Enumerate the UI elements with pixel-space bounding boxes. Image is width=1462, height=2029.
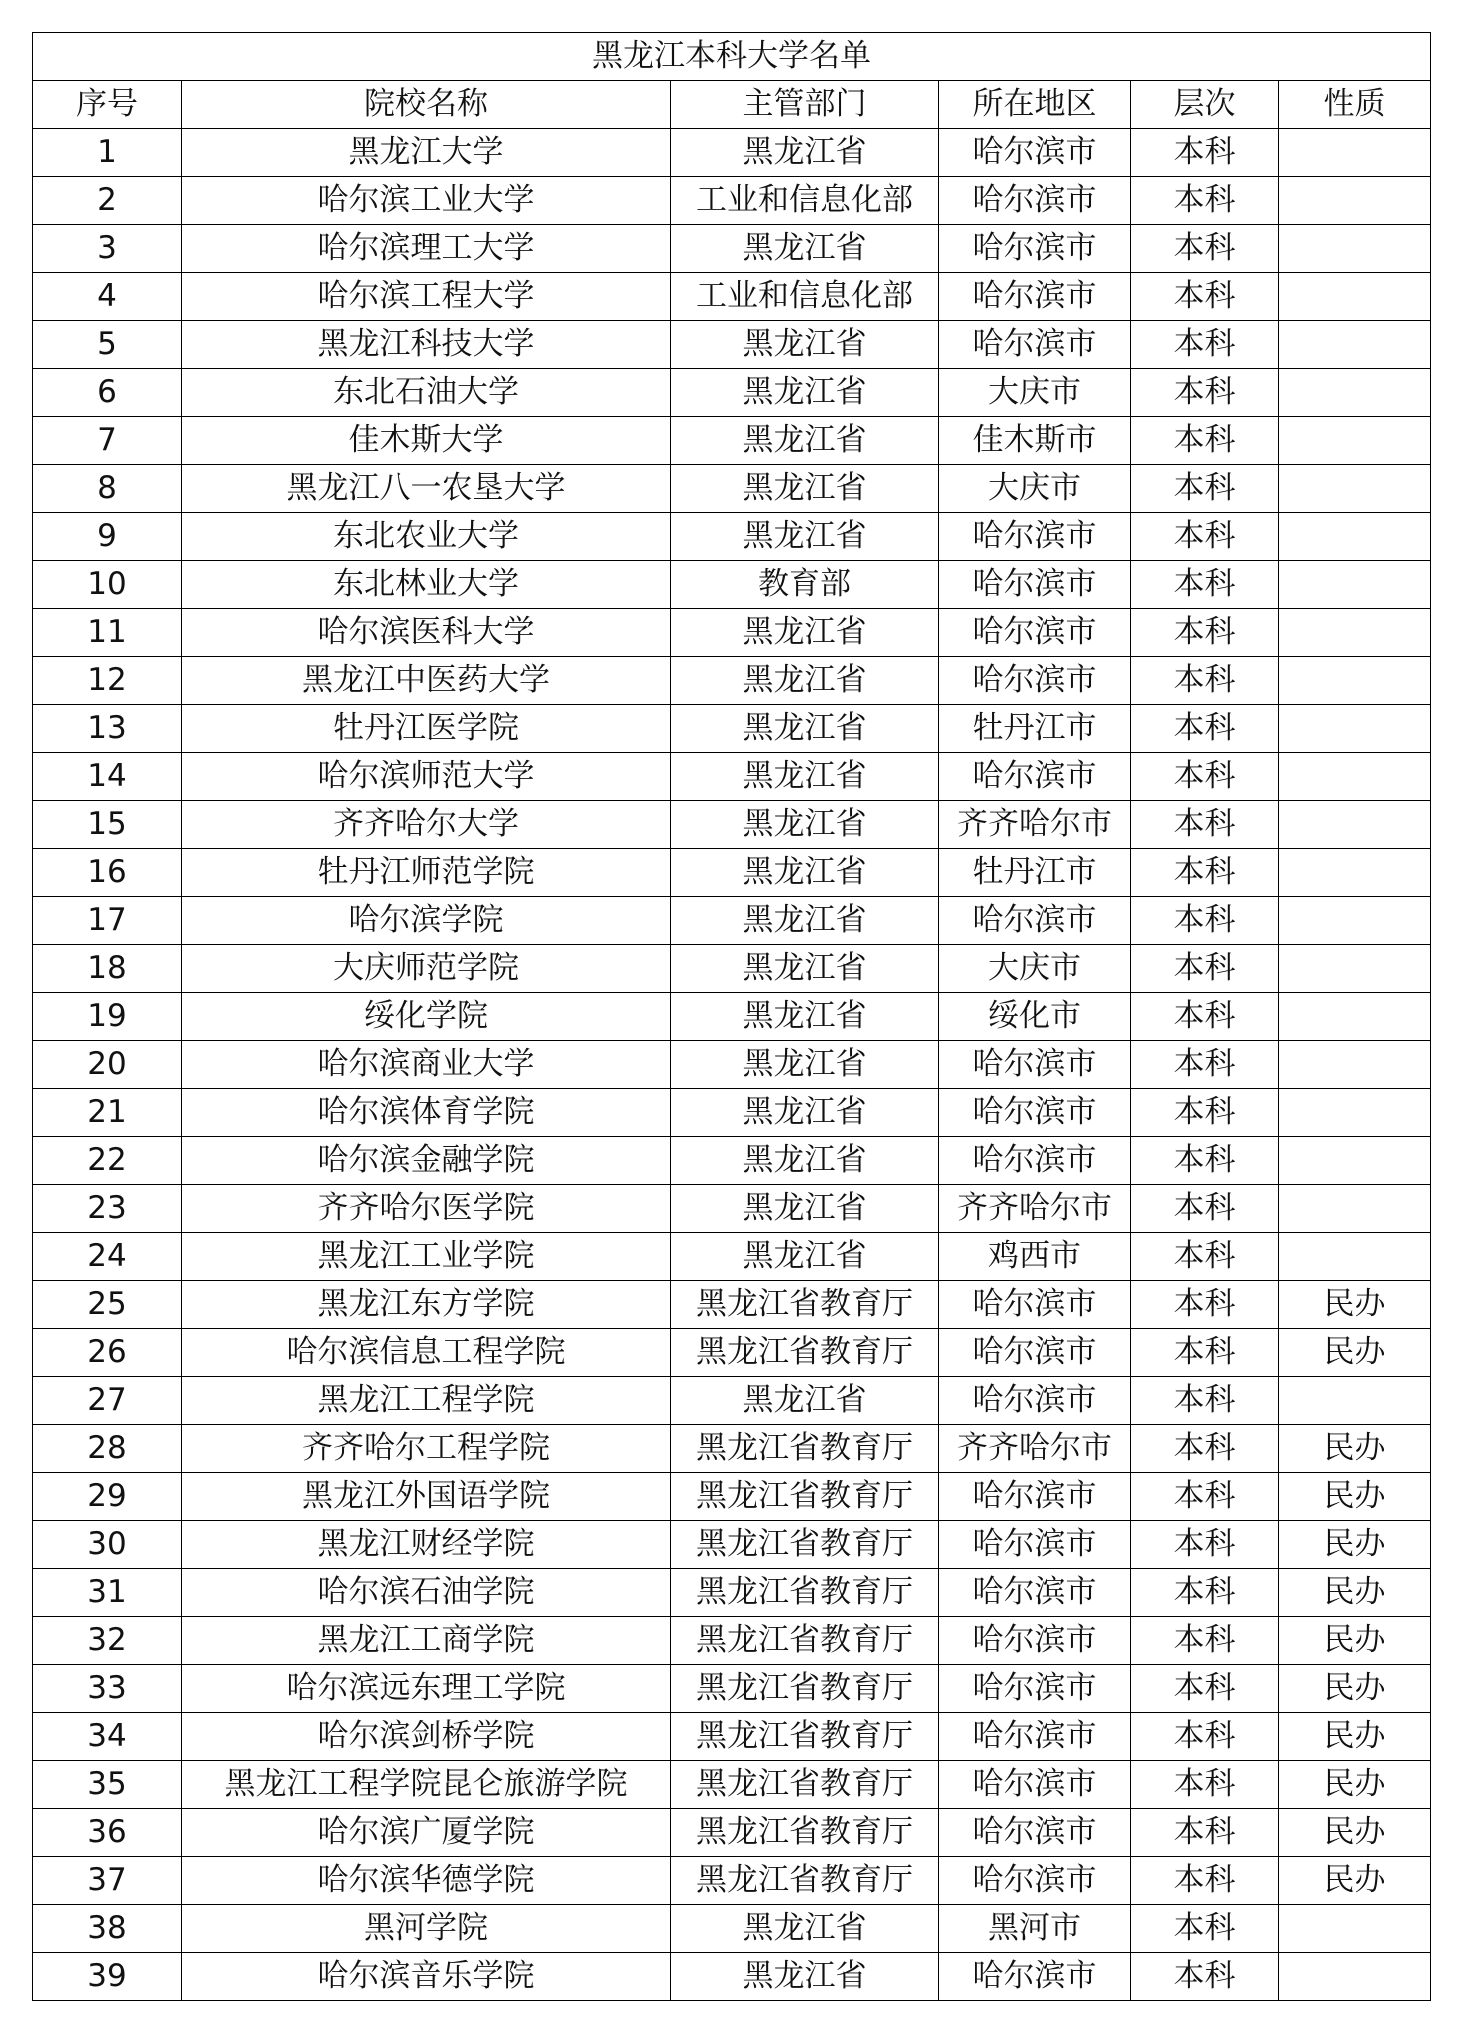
- cell-level: 本科: [1131, 705, 1279, 753]
- cell-nature: [1279, 705, 1431, 753]
- cell-region: 哈尔滨市: [939, 513, 1131, 561]
- cell-number: 34: [33, 1713, 182, 1761]
- cell-region: 牡丹江市: [939, 849, 1131, 897]
- cell-region: 大庆市: [939, 465, 1131, 513]
- cell-department: 黑龙江省: [671, 1089, 939, 1137]
- cell-department: 黑龙江省: [671, 609, 939, 657]
- cell-region: 哈尔滨市: [939, 273, 1131, 321]
- cell-level: 本科: [1131, 225, 1279, 273]
- cell-school-name: 黑龙江外国语学院: [182, 1473, 671, 1521]
- header-region: 所在地区: [939, 81, 1131, 129]
- cell-region: 哈尔滨市: [939, 1041, 1131, 1089]
- table-row: [33, 801, 1431, 849]
- table-row: [33, 513, 1431, 561]
- cell-school-name: 黑龙江工程学院: [182, 1377, 671, 1425]
- table-row: [33, 1665, 1431, 1713]
- cell-region: 哈尔滨市: [939, 1377, 1131, 1425]
- cell-region: 齐齐哈尔市: [939, 1185, 1131, 1233]
- cell-number: 25: [33, 1281, 182, 1329]
- cell-number: 14: [33, 753, 182, 801]
- cell-school-name: 佳木斯大学: [182, 417, 671, 465]
- cell-number: 33: [33, 1665, 182, 1713]
- cell-number: 6: [33, 369, 182, 417]
- cell-department: 黑龙江省教育厅: [671, 1473, 939, 1521]
- cell-region: 哈尔滨市: [939, 1713, 1131, 1761]
- cell-number: 7: [33, 417, 182, 465]
- cell-level: 本科: [1131, 1329, 1279, 1377]
- cell-region: 哈尔滨市: [939, 1329, 1131, 1377]
- cell-number: 11: [33, 609, 182, 657]
- cell-department: 工业和信息化部: [671, 273, 939, 321]
- cell-school-name: 黑龙江东方学院: [182, 1281, 671, 1329]
- table-row: [33, 321, 1431, 369]
- cell-level: 本科: [1131, 1473, 1279, 1521]
- cell-level: 本科: [1131, 801, 1279, 849]
- table-row: [33, 1473, 1431, 1521]
- cell-number: 15: [33, 801, 182, 849]
- cell-region: 哈尔滨市: [939, 897, 1131, 945]
- cell-school-name: 齐齐哈尔医学院: [182, 1185, 671, 1233]
- cell-nature: 民办: [1279, 1617, 1431, 1665]
- cell-level: 本科: [1131, 1665, 1279, 1713]
- cell-school-name: 黑河学院: [182, 1905, 671, 1953]
- cell-school-name: 齐齐哈尔大学: [182, 801, 671, 849]
- header-nature: 性质: [1279, 81, 1431, 129]
- cell-region: 哈尔滨市: [939, 1473, 1131, 1521]
- header-school-name: 院校名称: [182, 81, 671, 129]
- cell-school-name: 哈尔滨体育学院: [182, 1089, 671, 1137]
- cell-number: 3: [33, 225, 182, 273]
- cell-region: 哈尔滨市: [939, 321, 1131, 369]
- cell-school-name: 大庆师范学院: [182, 945, 671, 993]
- table-row: [33, 1569, 1431, 1617]
- cell-level: 本科: [1131, 1569, 1279, 1617]
- table-row: [33, 1089, 1431, 1137]
- table-row: [33, 129, 1431, 177]
- header-department: 主管部门: [671, 81, 939, 129]
- cell-number: 18: [33, 945, 182, 993]
- cell-region: 大庆市: [939, 945, 1131, 993]
- table-row: [33, 417, 1431, 465]
- cell-department: 黑龙江省教育厅: [671, 1281, 939, 1329]
- table-row: [33, 1905, 1431, 1953]
- cell-region: 哈尔滨市: [939, 1665, 1131, 1713]
- cell-region: 哈尔滨市: [939, 1137, 1131, 1185]
- cell-level: 本科: [1131, 1617, 1279, 1665]
- cell-region: 哈尔滨市: [939, 1809, 1131, 1857]
- cell-school-name: 黑龙江工程学院昆仑旅游学院: [182, 1761, 671, 1809]
- cell-school-name: 哈尔滨石油学院: [182, 1569, 671, 1617]
- table-row: [33, 1809, 1431, 1857]
- cell-region: 哈尔滨市: [939, 1617, 1131, 1665]
- cell-nature: 民办: [1279, 1569, 1431, 1617]
- table-row: [33, 1137, 1431, 1185]
- cell-number: 4: [33, 273, 182, 321]
- cell-nature: [1279, 1041, 1431, 1089]
- cell-nature: [1279, 801, 1431, 849]
- cell-region: 鸡西市: [939, 1233, 1131, 1281]
- cell-school-name: 哈尔滨金融学院: [182, 1137, 671, 1185]
- cell-nature: [1279, 561, 1431, 609]
- cell-nature: [1279, 1089, 1431, 1137]
- cell-level: 本科: [1131, 465, 1279, 513]
- cell-region: 佳木斯市: [939, 417, 1131, 465]
- cell-level: 本科: [1131, 1761, 1279, 1809]
- table-row: [33, 1041, 1431, 1089]
- cell-school-name: 哈尔滨广厦学院: [182, 1809, 671, 1857]
- cell-department: 黑龙江省教育厅: [671, 1425, 939, 1473]
- cell-nature: [1279, 753, 1431, 801]
- cell-nature: [1279, 1185, 1431, 1233]
- cell-school-name: 黑龙江八一农垦大学: [182, 465, 671, 513]
- cell-school-name: 哈尔滨学院: [182, 897, 671, 945]
- table-row: [33, 897, 1431, 945]
- cell-number: 37: [33, 1857, 182, 1905]
- cell-number: 28: [33, 1425, 182, 1473]
- cell-school-name: 黑龙江工商学院: [182, 1617, 671, 1665]
- cell-level: 本科: [1131, 129, 1279, 177]
- cell-department: 黑龙江省教育厅: [671, 1665, 939, 1713]
- cell-department: 黑龙江省: [671, 753, 939, 801]
- cell-department: 黑龙江省: [671, 657, 939, 705]
- cell-school-name: 哈尔滨师范大学: [182, 753, 671, 801]
- cell-school-name: 哈尔滨商业大学: [182, 1041, 671, 1089]
- cell-nature: [1279, 177, 1431, 225]
- cell-level: 本科: [1131, 849, 1279, 897]
- table-row: [33, 1521, 1431, 1569]
- cell-department: 黑龙江省: [671, 369, 939, 417]
- cell-number: 9: [33, 513, 182, 561]
- table-row: [33, 657, 1431, 705]
- cell-school-name: 黑龙江科技大学: [182, 321, 671, 369]
- cell-nature: [1279, 417, 1431, 465]
- table-title: 黑龙江本科大学名单: [33, 33, 1431, 81]
- cell-department: 黑龙江省: [671, 1953, 939, 2001]
- cell-school-name: 绥化学院: [182, 993, 671, 1041]
- cell-school-name: 东北农业大学: [182, 513, 671, 561]
- cell-level: 本科: [1131, 1713, 1279, 1761]
- cell-level: 本科: [1131, 1425, 1279, 1473]
- cell-level: 本科: [1131, 897, 1279, 945]
- cell-number: 39: [33, 1953, 182, 2001]
- table-row: [33, 993, 1431, 1041]
- cell-school-name: 黑龙江大学: [182, 129, 671, 177]
- cell-school-name: 齐齐哈尔工程学院: [182, 1425, 671, 1473]
- cell-level: 本科: [1131, 1953, 1279, 2001]
- cell-number: 13: [33, 705, 182, 753]
- cell-nature: [1279, 273, 1431, 321]
- cell-region: 哈尔滨市: [939, 177, 1131, 225]
- cell-region: 哈尔滨市: [939, 1569, 1131, 1617]
- table-row: [33, 225, 1431, 273]
- cell-number: 38: [33, 1905, 182, 1953]
- cell-region: 哈尔滨市: [939, 1281, 1131, 1329]
- cell-school-name: 黑龙江中医药大学: [182, 657, 671, 705]
- cell-level: 本科: [1131, 417, 1279, 465]
- cell-nature: 民办: [1279, 1281, 1431, 1329]
- cell-nature: [1279, 1953, 1431, 2001]
- header-number: 序号: [33, 81, 182, 129]
- cell-number: 23: [33, 1185, 182, 1233]
- cell-level: 本科: [1131, 1041, 1279, 1089]
- cell-nature: [1279, 225, 1431, 273]
- cell-school-name: 哈尔滨工业大学: [182, 177, 671, 225]
- cell-region: 哈尔滨市: [939, 225, 1131, 273]
- cell-region: 齐齐哈尔市: [939, 801, 1131, 849]
- cell-nature: 民办: [1279, 1665, 1431, 1713]
- cell-region: 哈尔滨市: [939, 657, 1131, 705]
- cell-number: 21: [33, 1089, 182, 1137]
- cell-region: 牡丹江市: [939, 705, 1131, 753]
- cell-nature: 民办: [1279, 1521, 1431, 1569]
- cell-school-name: 哈尔滨音乐学院: [182, 1953, 671, 2001]
- cell-number: 16: [33, 849, 182, 897]
- cell-nature: [1279, 993, 1431, 1041]
- cell-number: 26: [33, 1329, 182, 1377]
- cell-school-name: 黑龙江财经学院: [182, 1521, 671, 1569]
- cell-department: 黑龙江省: [671, 417, 939, 465]
- cell-department: 黑龙江省教育厅: [671, 1761, 939, 1809]
- table-row: [33, 1713, 1431, 1761]
- table-row: [33, 1953, 1431, 2001]
- cell-region: 大庆市: [939, 369, 1131, 417]
- cell-region: 齐齐哈尔市: [939, 1425, 1131, 1473]
- cell-department: 教育部: [671, 561, 939, 609]
- cell-department: 黑龙江省教育厅: [671, 1809, 939, 1857]
- cell-region: 黑河市: [939, 1905, 1131, 1953]
- cell-level: 本科: [1131, 1089, 1279, 1137]
- cell-nature: [1279, 129, 1431, 177]
- table-row: [33, 1233, 1431, 1281]
- table-row: [33, 849, 1431, 897]
- cell-number: 32: [33, 1617, 182, 1665]
- cell-number: 2: [33, 177, 182, 225]
- cell-department: 黑龙江省: [671, 1905, 939, 1953]
- cell-region: 哈尔滨市: [939, 1089, 1131, 1137]
- cell-level: 本科: [1131, 1185, 1279, 1233]
- table-row: [33, 1329, 1431, 1377]
- cell-school-name: 黑龙江工业学院: [182, 1233, 671, 1281]
- cell-department: 黑龙江省教育厅: [671, 1329, 939, 1377]
- cell-department: 黑龙江省: [671, 129, 939, 177]
- cell-number: 27: [33, 1377, 182, 1425]
- table-row: [33, 177, 1431, 225]
- cell-number: 31: [33, 1569, 182, 1617]
- cell-department: 黑龙江省教育厅: [671, 1713, 939, 1761]
- table-row: [33, 705, 1431, 753]
- cell-nature: 民办: [1279, 1473, 1431, 1521]
- table-row: [33, 945, 1431, 993]
- cell-school-name: 哈尔滨远东理工学院: [182, 1665, 671, 1713]
- cell-department: 黑龙江省: [671, 321, 939, 369]
- cell-region: 哈尔滨市: [939, 1761, 1131, 1809]
- cell-level: 本科: [1131, 1281, 1279, 1329]
- table-row: [33, 1281, 1431, 1329]
- cell-department: 黑龙江省: [671, 945, 939, 993]
- cell-department: 黑龙江省: [671, 1377, 939, 1425]
- cell-number: 30: [33, 1521, 182, 1569]
- cell-number: 12: [33, 657, 182, 705]
- cell-nature: [1279, 657, 1431, 705]
- table-row: [33, 1185, 1431, 1233]
- table-row: [33, 1761, 1431, 1809]
- cell-department: 黑龙江省: [671, 1041, 939, 1089]
- table-row: [33, 1377, 1431, 1425]
- cell-level: 本科: [1131, 1377, 1279, 1425]
- table-row: [33, 1425, 1431, 1473]
- cell-nature: [1279, 321, 1431, 369]
- cell-number: 22: [33, 1137, 182, 1185]
- cell-department: 工业和信息化部: [671, 177, 939, 225]
- cell-nature: [1279, 609, 1431, 657]
- cell-nature: 民办: [1279, 1425, 1431, 1473]
- cell-number: 5: [33, 321, 182, 369]
- cell-school-name: 东北林业大学: [182, 561, 671, 609]
- header-level: 层次: [1131, 81, 1279, 129]
- cell-department: 黑龙江省: [671, 513, 939, 561]
- cell-school-name: 牡丹江医学院: [182, 705, 671, 753]
- cell-school-name: 哈尔滨工程大学: [182, 273, 671, 321]
- cell-level: 本科: [1131, 1233, 1279, 1281]
- cell-number: 17: [33, 897, 182, 945]
- cell-department: 黑龙江省: [671, 993, 939, 1041]
- cell-level: 本科: [1131, 1137, 1279, 1185]
- cell-nature: [1279, 1137, 1431, 1185]
- cell-department: 黑龙江省教育厅: [671, 1857, 939, 1905]
- cell-number: 36: [33, 1809, 182, 1857]
- cell-level: 本科: [1131, 753, 1279, 801]
- cell-nature: 民办: [1279, 1713, 1431, 1761]
- cell-department: 黑龙江省: [671, 1185, 939, 1233]
- table-row: [33, 609, 1431, 657]
- cell-nature: [1279, 1377, 1431, 1425]
- cell-level: 本科: [1131, 369, 1279, 417]
- cell-number: 35: [33, 1761, 182, 1809]
- cell-nature: [1279, 1905, 1431, 1953]
- cell-level: 本科: [1131, 513, 1279, 561]
- header-row: [33, 81, 1431, 129]
- cell-number: 10: [33, 561, 182, 609]
- cell-department: 黑龙江省教育厅: [671, 1569, 939, 1617]
- cell-school-name: 哈尔滨华德学院: [182, 1857, 671, 1905]
- cell-level: 本科: [1131, 1521, 1279, 1569]
- cell-nature: [1279, 897, 1431, 945]
- cell-level: 本科: [1131, 1857, 1279, 1905]
- cell-school-name: 东北石油大学: [182, 369, 671, 417]
- table-body: [33, 129, 1431, 2001]
- cell-region: 哈尔滨市: [939, 609, 1131, 657]
- cell-department: 黑龙江省: [671, 801, 939, 849]
- cell-department: 黑龙江省: [671, 897, 939, 945]
- cell-nature: 民办: [1279, 1809, 1431, 1857]
- cell-number: 8: [33, 465, 182, 513]
- cell-school-name: 哈尔滨理工大学: [182, 225, 671, 273]
- cell-nature: 民办: [1279, 1857, 1431, 1905]
- university-table: [32, 32, 1431, 2001]
- cell-department: 黑龙江省: [671, 1233, 939, 1281]
- cell-number: 19: [33, 993, 182, 1041]
- cell-region: 哈尔滨市: [939, 753, 1131, 801]
- cell-nature: 民办: [1279, 1761, 1431, 1809]
- cell-nature: [1279, 465, 1431, 513]
- cell-level: 本科: [1131, 561, 1279, 609]
- cell-region: 绥化市: [939, 993, 1131, 1041]
- cell-region: 哈尔滨市: [939, 561, 1131, 609]
- cell-level: 本科: [1131, 1809, 1279, 1857]
- cell-school-name: 哈尔滨剑桥学院: [182, 1713, 671, 1761]
- cell-nature: [1279, 513, 1431, 561]
- cell-level: 本科: [1131, 945, 1279, 993]
- cell-school-name: 哈尔滨信息工程学院: [182, 1329, 671, 1377]
- table-row: [33, 369, 1431, 417]
- table-row: [33, 753, 1431, 801]
- cell-level: 本科: [1131, 609, 1279, 657]
- table-head: [33, 33, 1431, 129]
- cell-department: 黑龙江省教育厅: [671, 1521, 939, 1569]
- cell-number: 29: [33, 1473, 182, 1521]
- cell-level: 本科: [1131, 177, 1279, 225]
- cell-region: 哈尔滨市: [939, 1953, 1131, 2001]
- table-row: [33, 1857, 1431, 1905]
- cell-department: 黑龙江省: [671, 849, 939, 897]
- cell-level: 本科: [1131, 1905, 1279, 1953]
- cell-region: 哈尔滨市: [939, 1521, 1131, 1569]
- cell-nature: [1279, 849, 1431, 897]
- table-row: [33, 1617, 1431, 1665]
- cell-nature: [1279, 1233, 1431, 1281]
- cell-level: 本科: [1131, 273, 1279, 321]
- cell-level: 本科: [1131, 321, 1279, 369]
- cell-number: 1: [33, 129, 182, 177]
- cell-nature: [1279, 369, 1431, 417]
- cell-number: 24: [33, 1233, 182, 1281]
- cell-department: 黑龙江省: [671, 225, 939, 273]
- cell-school-name: 牡丹江师范学院: [182, 849, 671, 897]
- cell-nature: [1279, 945, 1431, 993]
- cell-department: 黑龙江省: [671, 465, 939, 513]
- cell-level: 本科: [1131, 993, 1279, 1041]
- cell-department: 黑龙江省: [671, 705, 939, 753]
- title-row: [33, 33, 1431, 81]
- cell-region: 哈尔滨市: [939, 129, 1131, 177]
- table-row: [33, 273, 1431, 321]
- cell-number: 20: [33, 1041, 182, 1089]
- cell-department: 黑龙江省教育厅: [671, 1617, 939, 1665]
- cell-department: 黑龙江省: [671, 1137, 939, 1185]
- cell-level: 本科: [1131, 657, 1279, 705]
- cell-region: 哈尔滨市: [939, 1857, 1131, 1905]
- cell-school-name: 哈尔滨医科大学: [182, 609, 671, 657]
- table-row: [33, 561, 1431, 609]
- cell-nature: 民办: [1279, 1329, 1431, 1377]
- table-row: [33, 465, 1431, 513]
